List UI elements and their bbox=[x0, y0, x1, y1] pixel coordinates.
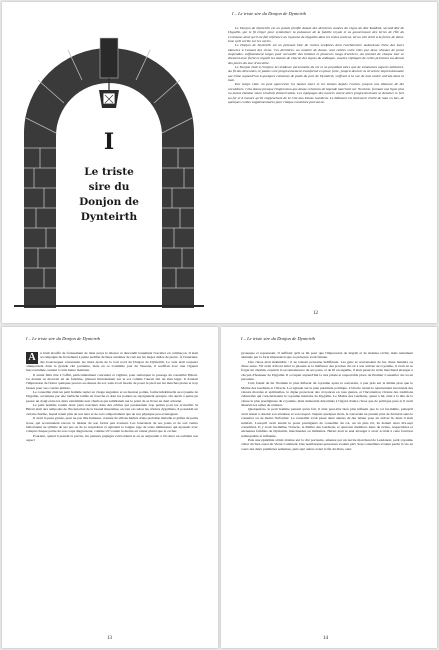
chapter-title-line: Le triste bbox=[84, 166, 134, 178]
paragraph: Il avait la peau grasse, pour ne pas dire huileuse, creusée de sillons hérités d'une probable maladie et grêlée de petits trous, qui accentuaient encore la laideur de son faciès peu avenant. Les bourrelets de ses joues et de son ventre ballottaient au rythme de ses pas ou de sa respiration et agitaient la longue toge de soies lumineuses qui épousait avec volupté chaque partie de son corps disgracieux, comme s'il voulait le mettre en valeur plutôt que le cacher. bbox=[26, 416, 198, 434]
paragraph: Le conseiller était un petit homme replet au visage angulaire et au menton pointu, forme inhabituelle au royaume de Dygallie, accentuée par une barbiche taillée en fourche et dont les pointes se rejoignaient presque. On aurait à peine pu passer un doigt entre les deux extrémités noir charbon qui semblaient sur le point de se livrer un duel acharné. bbox=[26, 390, 198, 403]
stone-archway-illustration bbox=[14, 18, 204, 308]
paragraph: Le Donjon de Dynteirth est un puissant bloc de roches sculptées dont l'architecture audacieuse élève des tours élancées à l'assaut des cieux. Ces dernières, au nombre de douze, sont reliées entre elles par deux niveaux de ponts suspendus, suffisamment larges pour accueillir des bulistes et plusieurs rangs d'archers. Au sommet de chaque tour se dressent avec fierté et orgueil les statues de chacun des signes du zodiaque, exactes répliques de celles présentes au-dessus des portes du mur d'enceinte. bbox=[228, 43, 404, 65]
page-number: 13 bbox=[107, 636, 112, 641]
paragraph: Pourtant, quand il prenait la parole, les pensées préjugés s'envolaient et on se surprenait à l'écouter en oubliant son aspect bbox=[26, 433, 198, 442]
paragraph: Le Donjon était à l'origine la résidence personnelle du roi et ne possédait alors que de sommaires aspects militaires. Au fil des décennies, le palais s'est progressivement transformé en place forte, jusqu'à devenir la structure impressionnante qui trône aujourd'hui à quelques centaines de pieds du port de Dynteirth, s'offrant à la vue de tout navire entrant dans la baie. bbox=[228, 65, 404, 83]
paragraph bbox=[26, 351, 198, 373]
paragraph-text: u bruit étouffé de froissement de tissu perça le silence et descendit lentement l'escalier en colimaçon. Il était accompagné du frottement à peine audible de fines sandales de cuir sur les larges dalles de pierre. À l'extérieur, des bourrasques caressaient les murs épais de la tour nord du Donjon de Dynteirth. Le vent était toujours omniprésent dans la grande cité portuaire, mais en ce troisième jour du Taureau, il soufflait avec une vigueur inaccoutumée, tentant à cette heure matinale. bbox=[26, 351, 198, 373]
page-number: 14 bbox=[323, 636, 328, 641]
paragraph: grotesque et repoussant. Il suffisait qu'il se tût pour que l'impression de dégoût et de malaise revînt, mais nettement atténuée par la forte impression que sa présence avait laissée. bbox=[241, 351, 413, 360]
page-14 bbox=[221, 327, 437, 648]
body-text bbox=[241, 351, 413, 451]
page-number: 12 bbox=[313, 311, 318, 316]
paragraph: Cela faisait de lui l'homme le plus influent du royaume après le souverain, à peu près sur le même plan que le Maître des Gardiens et l'Oracle. Loi agissait sur le plan purement politique. L'Oracle restait le représentant incontesté des valeurs morales et spirituelles, le digne protecteur des croyances en tous genres, et l'incarnation vivante des traditions culturelles qui caractérisaient le royaume insulaire de Dygallie. Le Maître des Gardiens, quant à lui, était à la tête de la classe la plus prestigieuse du royaume, mais demeurait désormais à l'égard d'autre chose que de politique pure et il avait désertés les salles de réunion. bbox=[241, 381, 413, 408]
paragraph: Par temps clair, on peut apercevoir les hautes tours et les statues depuis l'océan, jusqu'à une distance de dix encablures. Cela donne presque l'impression que douze créatures de légende marchent sur l'horizon, formant une ligne plus ou moins étendue selon l'endroit d'observation. Les équipages des navires voient alors progressivement se dessiner le fort au fur et à mesure qu'ils s'approchent de la Cité aux Douze Gardiens. Le bâtiment est lentement révélé de haut en bas, de quelques cordes supplémentaires pour chaque encablure parcourue. bbox=[228, 82, 404, 104]
paragraph: Il aurait fallu être à l'affût, particulièrement concentré et vigilant, pour remarquer le passage du conseiller Hérart. Ce dernier se mouvait tel un fantôme, glissant littéralement sur le sol comme l'aurait fait un élan léger. Il donnait l'impression de flotter quelques pouces au-dessus du sol, sans avoir besoin de poser le pied sur les marches plates et trop basses pour ses courtes jambes. bbox=[26, 372, 198, 390]
running-head: I – Le triste sire du Donjon de Dynteirth bbox=[241, 336, 316, 341]
body-text bbox=[26, 351, 198, 442]
running-head: I – Le triste sire du Donjon de Dynteirth bbox=[232, 11, 307, 16]
paragraph: Quelquefois, le petit homme pensait qu'en fait, il était peut-être bien plus influent que le roi lui-même, puisqu'il avait réussi à obtenir son attention et son respect. Depuis quelques mois, le souverain ne prenait plus de décision sans le consulter ou au moins l'informer. Le conseiller avait passé deux années de dur labeur pour en arriver là, mais il était satisfait. Lorsqu'il avait atteint le poste prestigieux de conseiller du roi, un an plus tôt, ils étaient alors dix-sept conseillers. Il y avait lui-même, l'Oracle, le Maître des Gardiens, et quatorze membres issus de riches, respectables et anciennes familles de Dynteirth, marchandes ou militaires. Hérart était le seul étranger à avoir accédé à cette fonction remarquable et influente. bbox=[241, 407, 413, 438]
chapter-title bbox=[57, 165, 161, 225]
running-head: I – Le triste sire du Donjon de Dynteirth bbox=[26, 336, 101, 341]
page-13 bbox=[2, 327, 218, 648]
paragraph: Puis une épidémie s'était abattue sur la cité portuaire, amenée par un navire marchand de Lendanoir, petit royaume côtier du Sud-ouest du Vieux Continent. Des nombreuses personnes avaient péri. Sept conseillers avaient perdu la vie au cours des deux premières semaines, puis sept autres avant la fin du mois, sans bbox=[241, 437, 413, 451]
paragraph: Le Donjon de Dynteirth est un palais fortifié datant des dernières années du règne du Roi Kaldred, second Roi de Dygallie, qui le fit ériger pour symboliser la puissance de la famille royale et sa gouvernance des terres de l'Île du Croissant, ainsi qu'il est fait référence au royaume de Dygallie dans les textes anciens, tel un clin d'œil à la forme de demi-lune qu'il arrête sur les cartes. bbox=[228, 26, 404, 44]
chapter-title-line: sire du bbox=[88, 181, 130, 193]
chapter-number: I bbox=[103, 129, 115, 155]
drop-cap: A bbox=[26, 352, 38, 364]
intro-text bbox=[228, 26, 404, 104]
chapter-title-line: Donjon de bbox=[79, 196, 139, 208]
chapter-title-line: Dynteirth bbox=[80, 211, 138, 223]
paragraph: Une chose était indéniable : il ne laissait personne indifférent. Les gens se souvenaient de lui, d'une manière ou d'une autre. S'il avait d'abord attiré la jalousie et la méfiance des proches du roi à son arrivée au royaume, il avait su se forger un chemin, acquérir la reconnaissance de ses pairs, et de fil en aiguille, il était passé de riche marchand étranger à citoyen d'honneur de Dygallie. Il occupait aujourd'hui la très prisée et respectable place de Premier Conseiller du roi en personne. bbox=[241, 359, 413, 382]
paragraph: Le petit homme roulait deux yeux soucieux dans des orbites qui paraissaient trop petites pour les accueillir. Si Hérart était aux antipodes de l'incarnation de la beauté masculine, en tout cas selon les critères dygalliens, il possédait un certain charme, lequel tenait plus de son aura et de son comportement que de son physique peu avantageux. bbox=[26, 403, 198, 416]
page-12 bbox=[2, 2, 437, 323]
